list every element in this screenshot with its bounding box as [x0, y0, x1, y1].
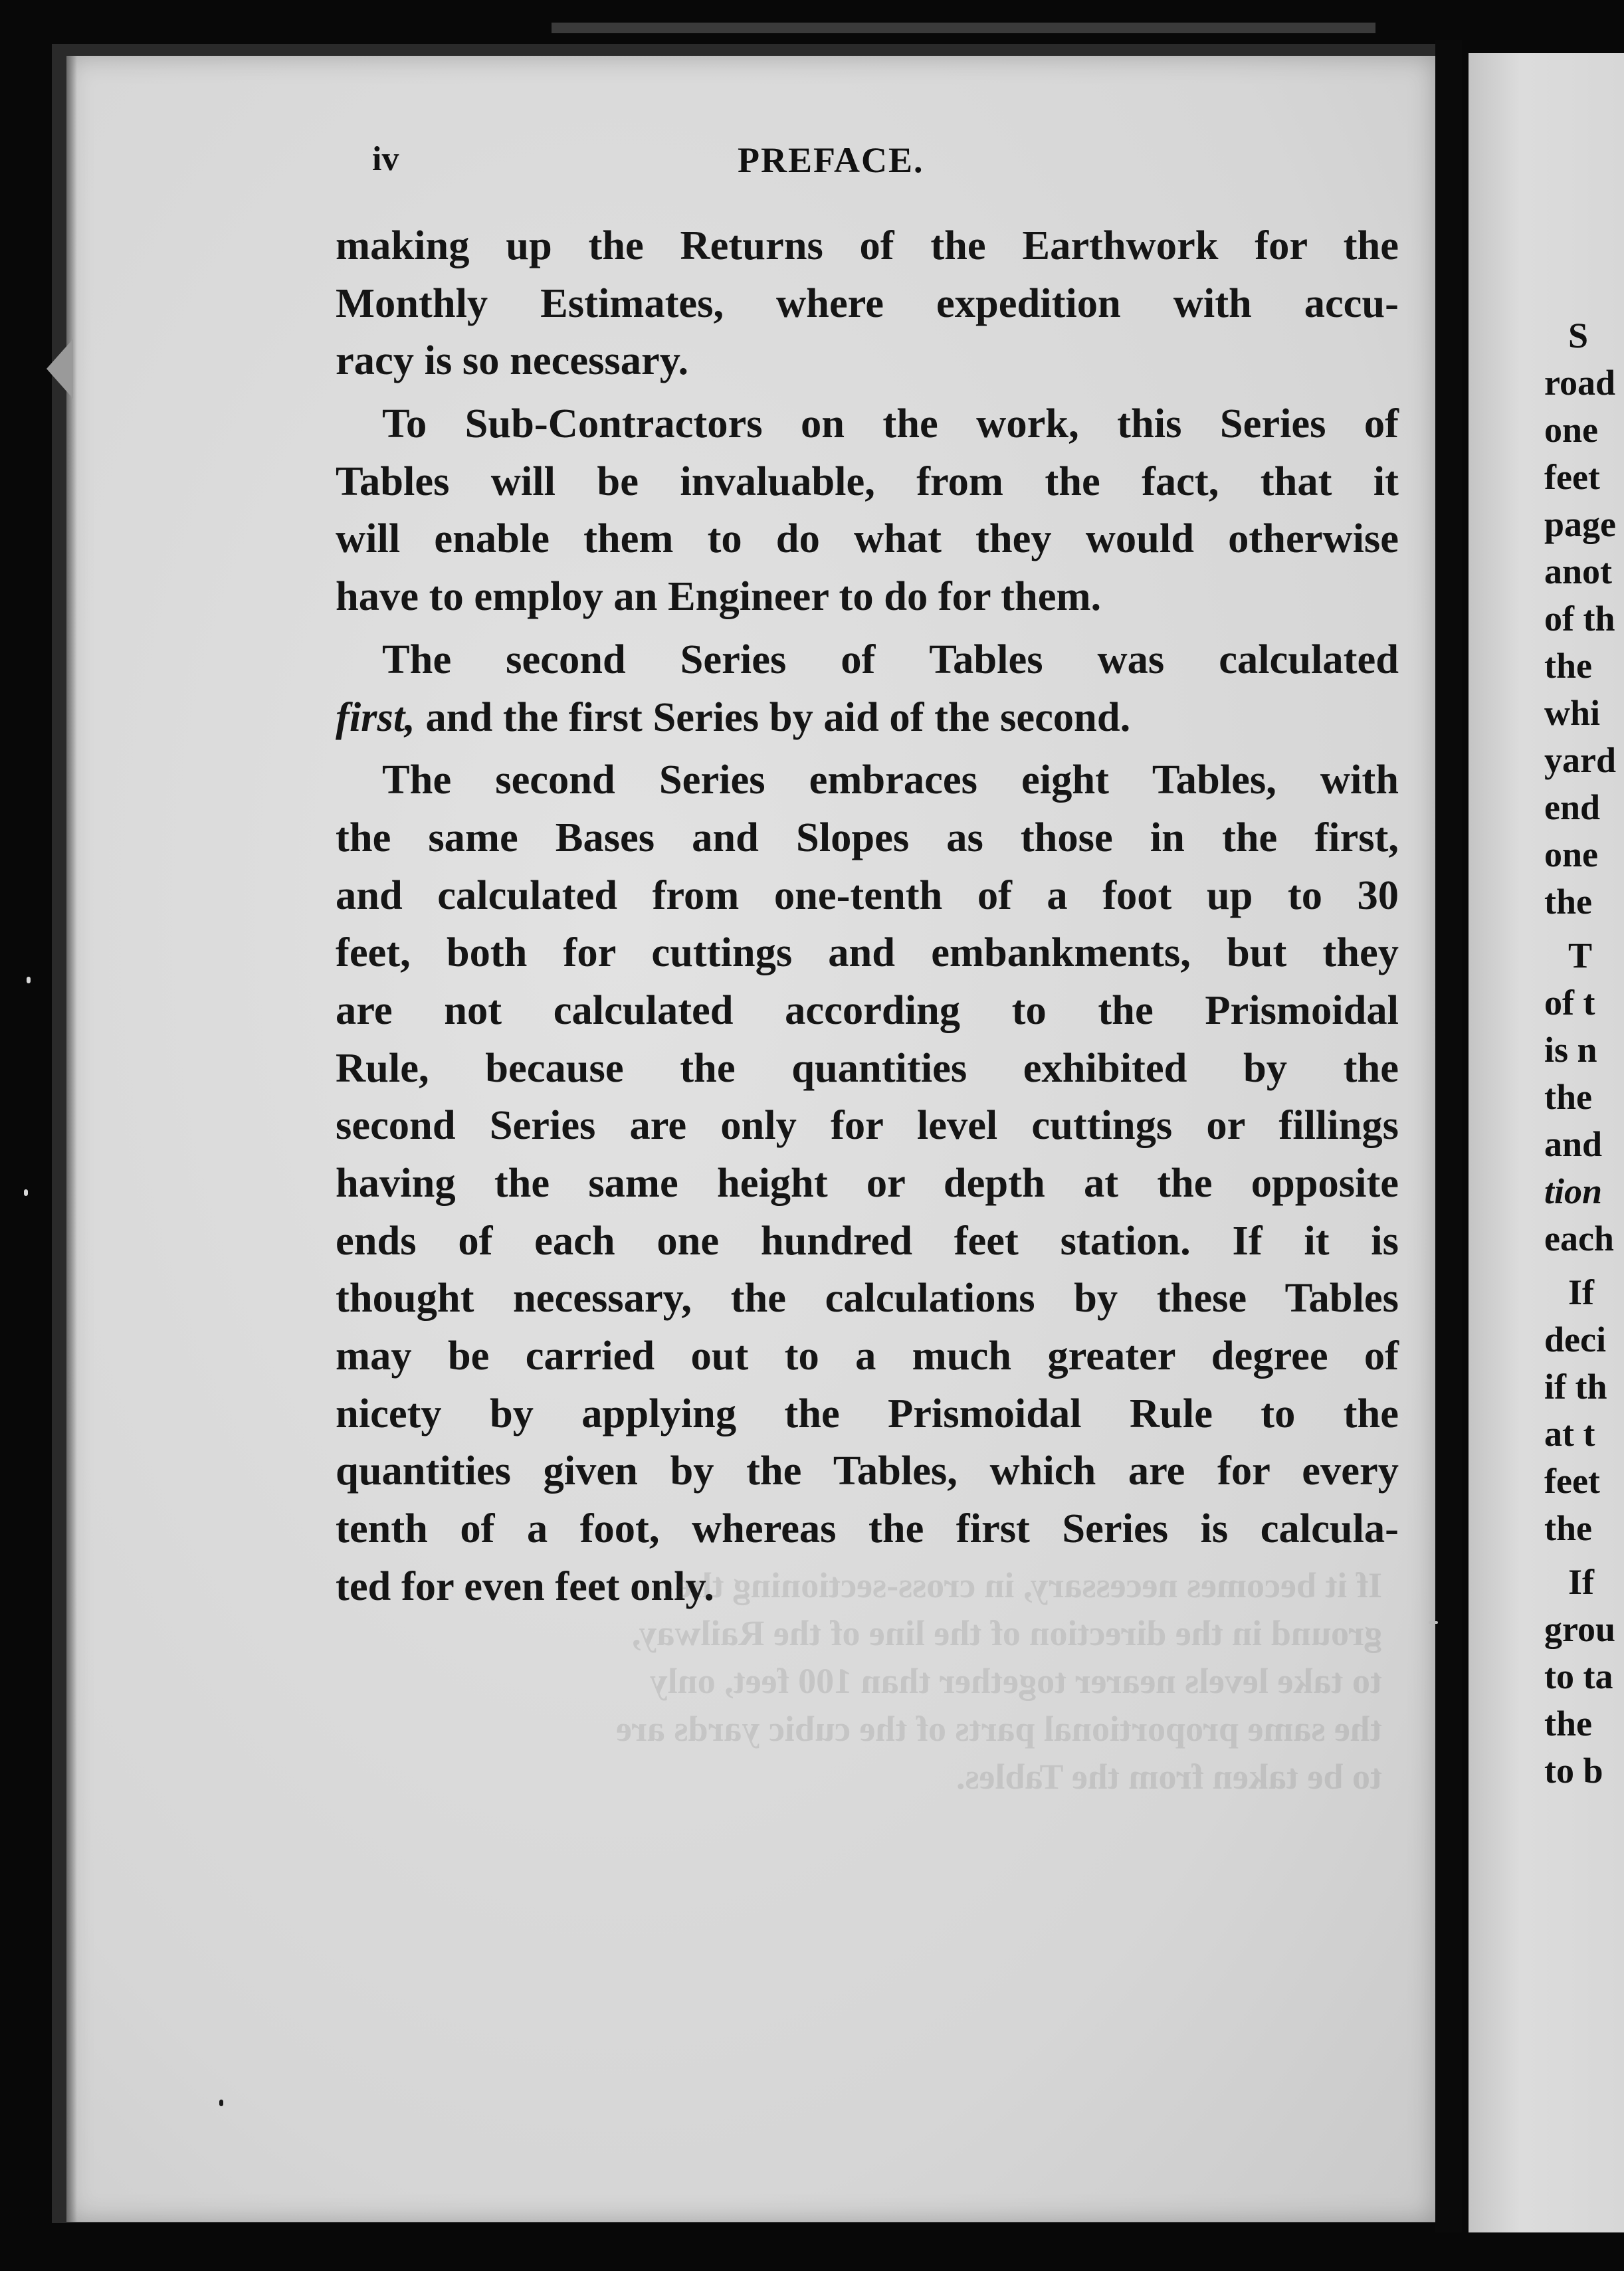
- facing-line: of t: [1544, 983, 1595, 1023]
- text-line: racy is so necessary.: [336, 337, 689, 384]
- text-line: will enable them to do what they would otherwise: [336, 515, 1399, 562]
- text-line: tenth of a foot, whereas the first Series is calcula-: [336, 1505, 1399, 1552]
- facing-line: yard: [1544, 740, 1616, 780]
- ink-speck: [219, 2100, 223, 2106]
- facing-line: deci: [1544, 1320, 1606, 1359]
- text-line: ted for even feet only.: [336, 1562, 714, 1609]
- facing-line: anot: [1544, 551, 1613, 591]
- ghost-line: to take levels nearer together than 100 feet, only: [649, 1661, 1382, 1701]
- facing-line: If: [1568, 1272, 1594, 1312]
- ghost-line: the same proportional parts of the cubic yards are: [616, 1709, 1382, 1749]
- ghost-line: ground in the direction of the line of the Railway,: [631, 1613, 1382, 1653]
- facing-line: of th: [1544, 599, 1615, 639]
- emphasis-rest: and the first Series by aid of the second.: [415, 693, 1131, 740]
- bleed-through-text: [385, 1561, 1382, 1801]
- text-line: the same Bases and Slopes as those in the first,: [336, 813, 1399, 860]
- paragraph: [336, 395, 1399, 625]
- facing-line: tion: [1544, 1171, 1603, 1211]
- text-line: ends of each one hundred feet station. If it is: [336, 1217, 1399, 1264]
- ink-speck: [1429, 1621, 1438, 1624]
- facing-line: at t: [1544, 1414, 1595, 1454]
- running-head: PREFACE.: [738, 140, 924, 180]
- facing-line: page: [1544, 504, 1616, 544]
- facing-line: the: [1544, 1077, 1592, 1117]
- text-line-emphasis: [336, 688, 1399, 746]
- ink-speck: [27, 977, 31, 983]
- text-line: The second Series embraces eight Tables, with: [382, 756, 1399, 803]
- text-line: feet, both for cuttings and embankments, but they: [336, 929, 1399, 976]
- text-line: thought necessary, the calculations by these Tables: [336, 1274, 1399, 1322]
- facing-line: and: [1544, 1124, 1603, 1164]
- facing-line: if th: [1544, 1367, 1607, 1407]
- facing-line: S: [1568, 316, 1589, 355]
- facing-line: the: [1544, 646, 1592, 686]
- facing-gap: [1544, 1552, 1624, 1559]
- text-line: having the same height or depth at the opposite: [336, 1159, 1399, 1206]
- text-line: Rule, because the quantities exhibited by the: [336, 1044, 1399, 1091]
- facing-line: one: [1544, 410, 1598, 450]
- facing-line: end: [1544, 787, 1601, 827]
- facing-line: to ta: [1544, 1656, 1613, 1696]
- ghost-line: If it becomes necessary, in cross-sectioning the: [676, 1565, 1382, 1605]
- facing-line: feet: [1544, 457, 1600, 497]
- text-line: quantities given by the Tables, which are for every: [336, 1447, 1399, 1494]
- facing-line: the: [1544, 1508, 1592, 1548]
- facing-line: road: [1544, 363, 1616, 403]
- facing-line: each: [1544, 1219, 1614, 1258]
- book-gutter: [1435, 40, 1462, 2232]
- paragraph: [336, 631, 1399, 745]
- text-line: The second Series of Tables was calculated: [382, 635, 1399, 682]
- top-edge-rule: [552, 23, 1375, 33]
- facing-line: whi: [1544, 693, 1601, 733]
- paragraph: [336, 217, 1399, 389]
- text-line: Tables will be invaluable, from the fact, that it: [336, 457, 1399, 504]
- facing-line: T: [1568, 936, 1593, 975]
- text-line: making up the Returns of the Earthwork for the: [336, 222, 1399, 268]
- text-line: Monthly Estimates, where expedition with accu-: [336, 279, 1399, 326]
- text-line: and calculated from one-tenth of a foot up to 30: [336, 871, 1399, 918]
- emphasis-word: first,: [336, 693, 415, 740]
- text-line: have to employ an Engineer to do for them.: [336, 573, 1102, 620]
- text-line: nicety by applying the Prismoidal Rule to the: [336, 1389, 1399, 1436]
- text-line: may be carried out to a much greater degree of: [336, 1332, 1399, 1379]
- facing-line: feet: [1544, 1461, 1600, 1501]
- paragraph: [336, 751, 1399, 1615]
- facing-gap: [1544, 926, 1624, 932]
- facing-gap: [1544, 1262, 1624, 1269]
- facing-line: to b: [1544, 1751, 1603, 1791]
- page-header: [0, 140, 1624, 193]
- ghost-line: to be taken from the Tables.: [956, 1757, 1382, 1797]
- text-line: are not calculated according to the Prismoidal: [336, 986, 1399, 1033]
- facing-line: If: [1568, 1562, 1594, 1602]
- facing-page-text: [1544, 312, 1624, 1795]
- ink-speck: [24, 1189, 28, 1196]
- text-line: second Series are only for level cuttings or fillings: [336, 1102, 1399, 1149]
- page-number: iv: [372, 140, 399, 178]
- facing-line: grou: [1544, 1609, 1616, 1649]
- facing-line: is n: [1544, 1030, 1597, 1070]
- facing-line: the: [1544, 1704, 1592, 1743]
- text-line: To Sub-Contractors on the work, this Series of: [382, 400, 1399, 447]
- facing-line: one: [1544, 835, 1598, 874]
- body-text: [336, 217, 1399, 1615]
- facing-line: the: [1544, 882, 1592, 922]
